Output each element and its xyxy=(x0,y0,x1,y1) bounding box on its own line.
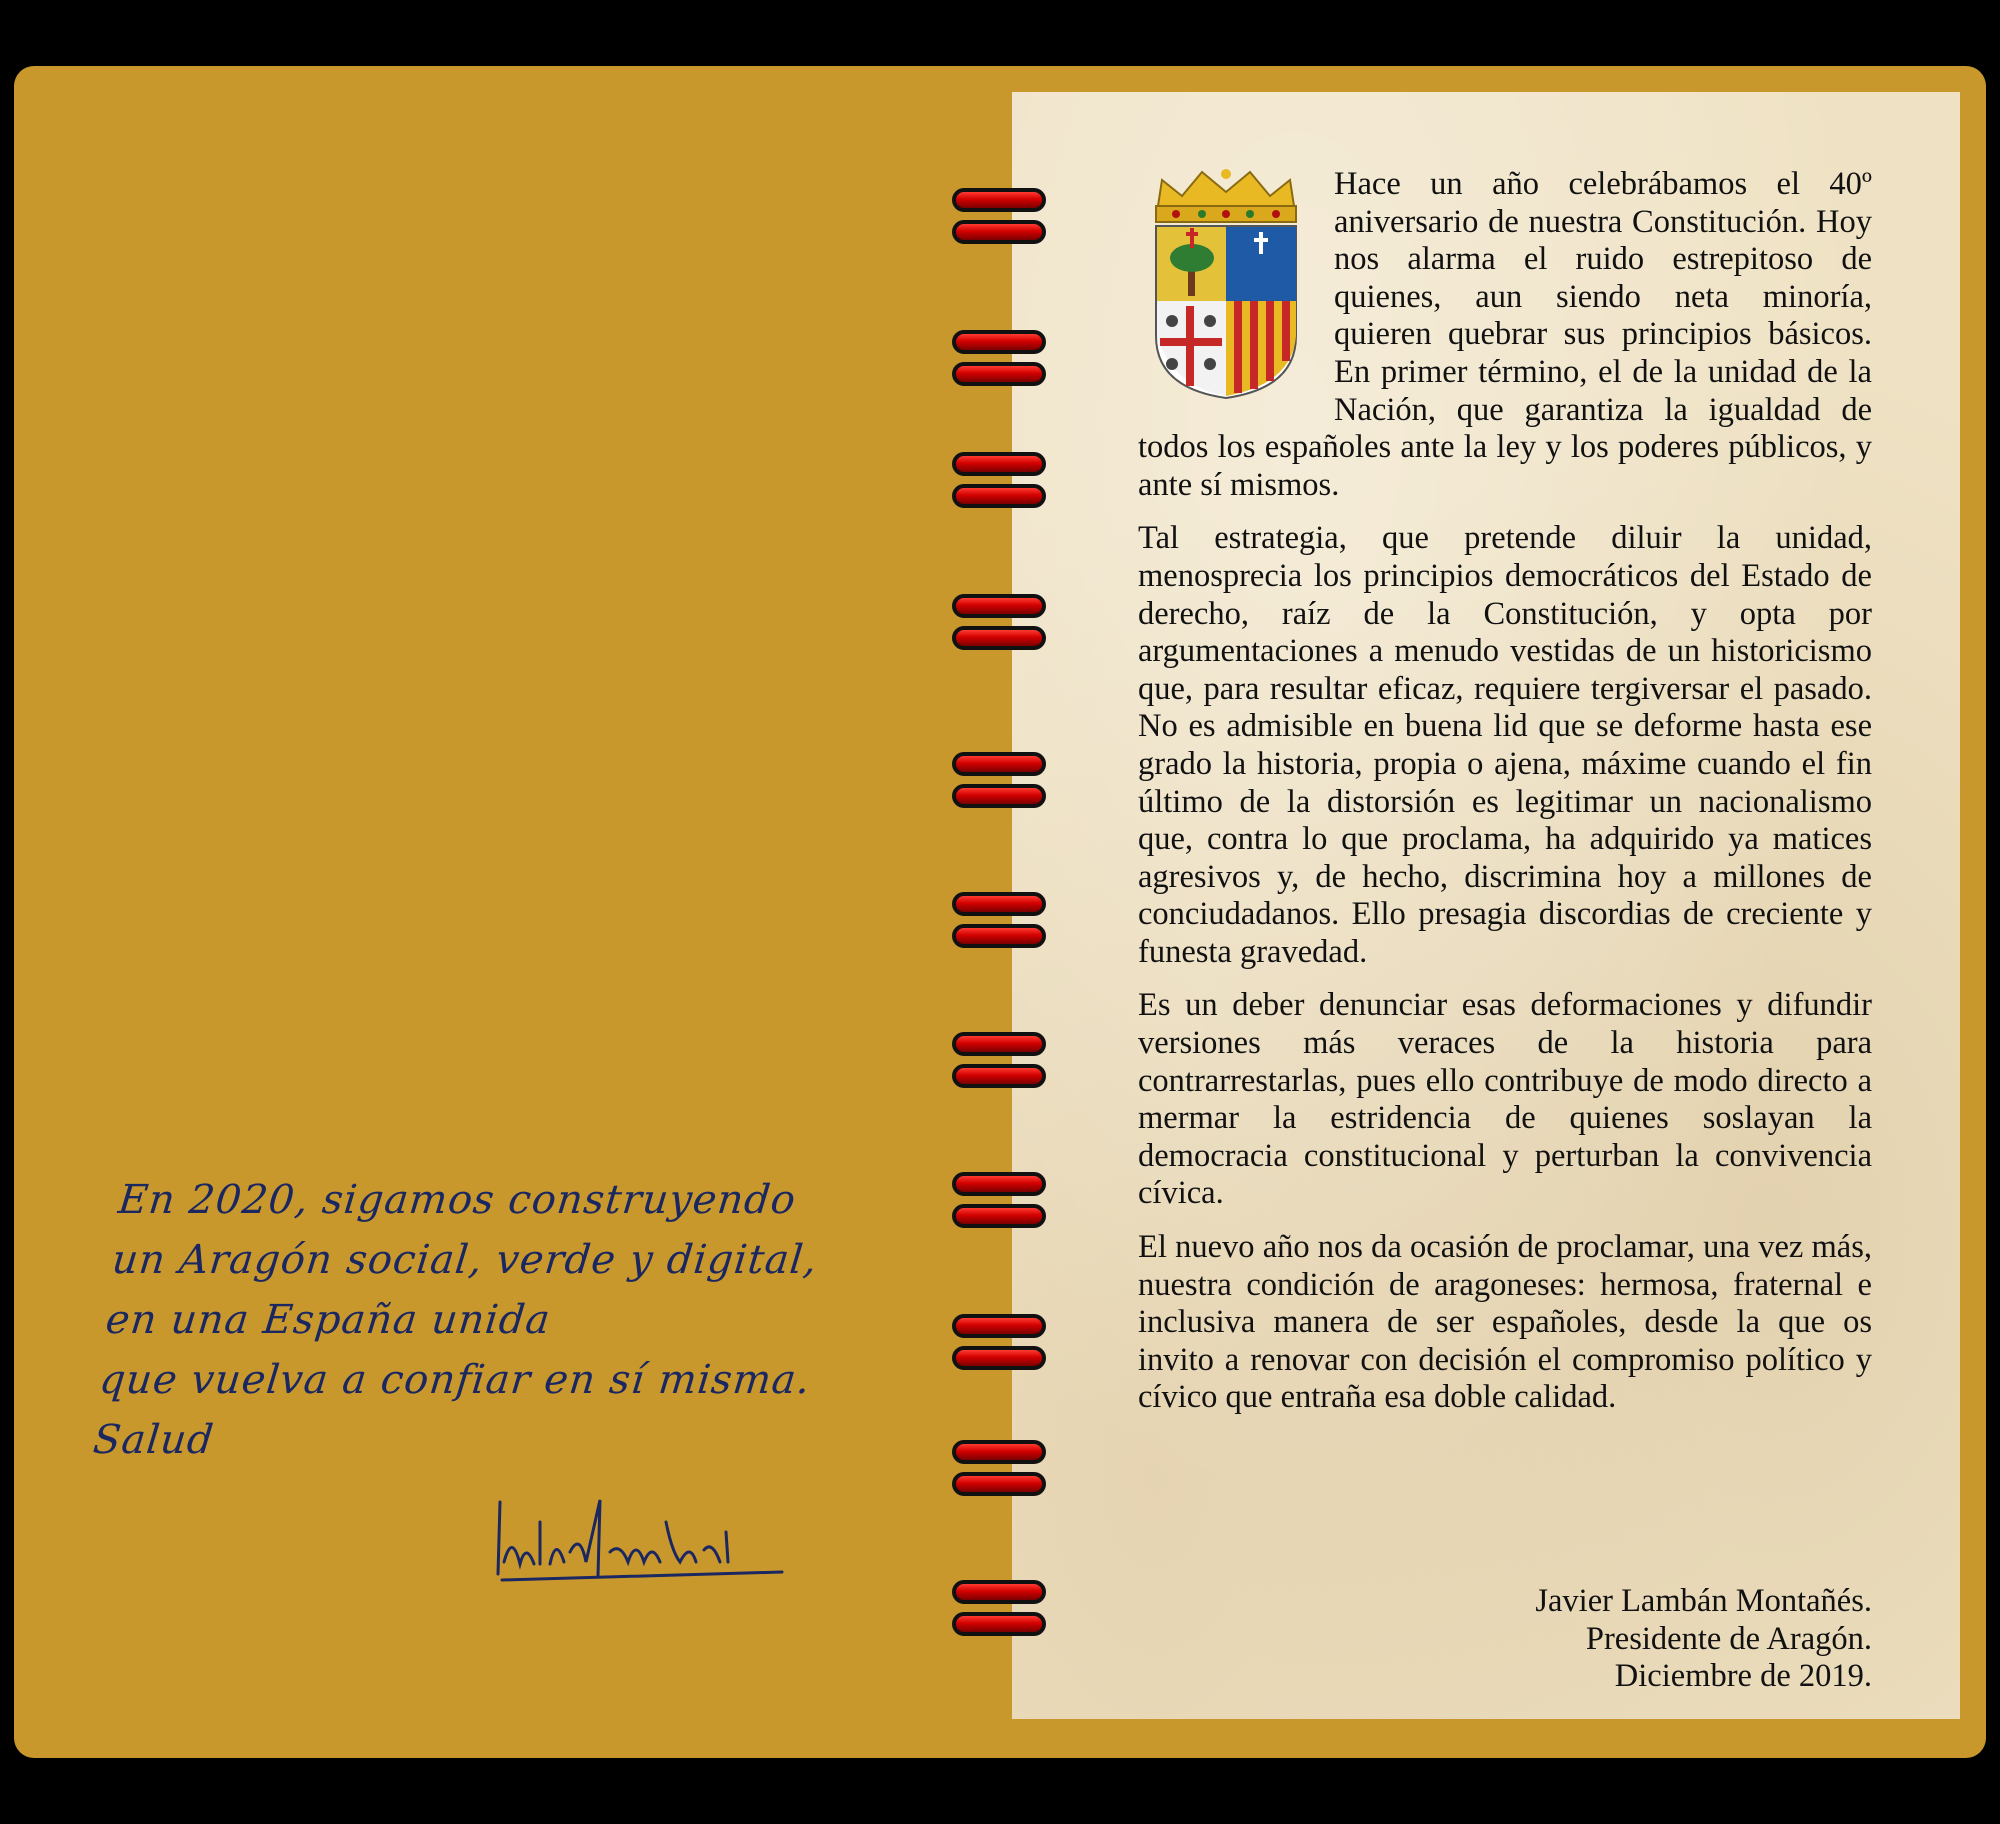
ring-loop xyxy=(952,484,1046,508)
spiral-binding-ring-icon xyxy=(952,1580,1048,1650)
letter-body xyxy=(1138,166,1872,1433)
ring-loop xyxy=(952,220,1046,244)
handwritten-signature xyxy=(490,1492,790,1588)
signatory-name: Javier Lambán Montañés. xyxy=(1535,1583,1872,1619)
handwritten-message xyxy=(90,1170,982,1470)
ring-loop xyxy=(952,1064,1046,1088)
ring-loop xyxy=(952,452,1046,476)
crown-icon xyxy=(1156,169,1296,222)
letter-signature xyxy=(1535,1583,1872,1696)
letter-paragraph-1: Hace un año celebrábamos el 40º aniversario de nuestra Constitución. Hoy nos alarma el ruido estrepitoso de quienes, aun siendo neta minoría, quieren quebrar sus principios básicos. En primer término, el de la unidad de la Nación, que garantiza la igualdad de todos los españoles ante la ley y los poderes públicos, y ante sí mismos. xyxy=(1138,166,1872,503)
spiral-binding-ring-icon xyxy=(952,1032,1048,1102)
letter-paragraph-3: Es un deber denunciar esas deformaciones y difundir versiones más veraces de la historia para contrarrestarlas, pues ello contribuye de modo directo a mermar la estridencia de quienes soslayan la democracia constitucional y perturban la convivencia cívica. xyxy=(1138,987,1872,1212)
handwritten-line-2: un Aragón social, verde y digital, xyxy=(109,1237,820,1283)
ring-loop xyxy=(952,924,1046,948)
letter-paragraph-4: El nuevo año nos da ocasión de proclamar, una vez más, nuestra condición de aragoneses: hermosa, fraternal e inclusiva manera de ser españoles, desde la que os invito a renovar con decisión el compromiso político y cívico que entraña esa doble calidad. xyxy=(1138,1229,1872,1416)
spiral-binding-ring-icon xyxy=(952,330,1048,400)
ring-loop xyxy=(952,594,1046,618)
ring-loop xyxy=(952,784,1046,808)
handwritten-line-4: que vuelva a confiar en sí misma. xyxy=(97,1357,813,1403)
ring-loop xyxy=(952,362,1046,386)
spiral-binding-ring-icon xyxy=(952,752,1048,822)
spiral-binding-ring-icon xyxy=(952,1440,1048,1510)
spiral-binding-ring-icon xyxy=(952,188,1048,258)
ring-loop xyxy=(952,330,1046,354)
ring-loop xyxy=(952,626,1046,650)
aragon-coat-of-arms-icon xyxy=(1142,166,1310,402)
handwritten-line-3: en una España unida xyxy=(103,1297,553,1343)
ring-loop xyxy=(952,188,1046,212)
ring-loop xyxy=(952,752,1046,776)
ring-loop xyxy=(952,1472,1046,1496)
ring-loop xyxy=(952,1346,1046,1370)
spiral-binding-ring-icon xyxy=(952,892,1048,962)
ring-loop xyxy=(952,1612,1046,1636)
signatory-title: Presidente de Aragón. xyxy=(1585,1620,1872,1657)
ring-loop xyxy=(952,1440,1046,1464)
letter-paragraph-2: Tal estrategia, que pretende diluir la unidad, menosprecia los principios democráticos del Estado de derecho, raíz de la Constitución, y opta por argumentaciones a menudo vestidas de un historicismo que, para resultar eficaz, requiere tergiversar el pasado. No es admisible en buena lid que se deforme hasta ese grado la historia, propia o ajena, máxime cuando el fin último de la distorsión es legitimar un nacionalismo que, contra lo que proclama, ha adquirido ya matices agresivos y, de hecho, discrimina hoy a millones de conciudadanos. Ello presagia discordias de creciente y funesta gravedad. xyxy=(1138,520,1872,970)
ring-loop xyxy=(952,1580,1046,1604)
letter-date: Diciembre de 2019. xyxy=(1614,1658,1872,1695)
handwritten-line-1: En 2020, sigamos construyendo xyxy=(116,1177,799,1223)
spiral-binding-ring-icon xyxy=(952,1314,1048,1384)
ring-loop xyxy=(952,1032,1046,1056)
handwritten-line-5: Salud xyxy=(90,1417,217,1463)
spiral-binding-ring-icon xyxy=(952,594,1048,664)
spiral-binding-ring-icon xyxy=(952,452,1048,522)
ring-loop xyxy=(952,892,1046,916)
